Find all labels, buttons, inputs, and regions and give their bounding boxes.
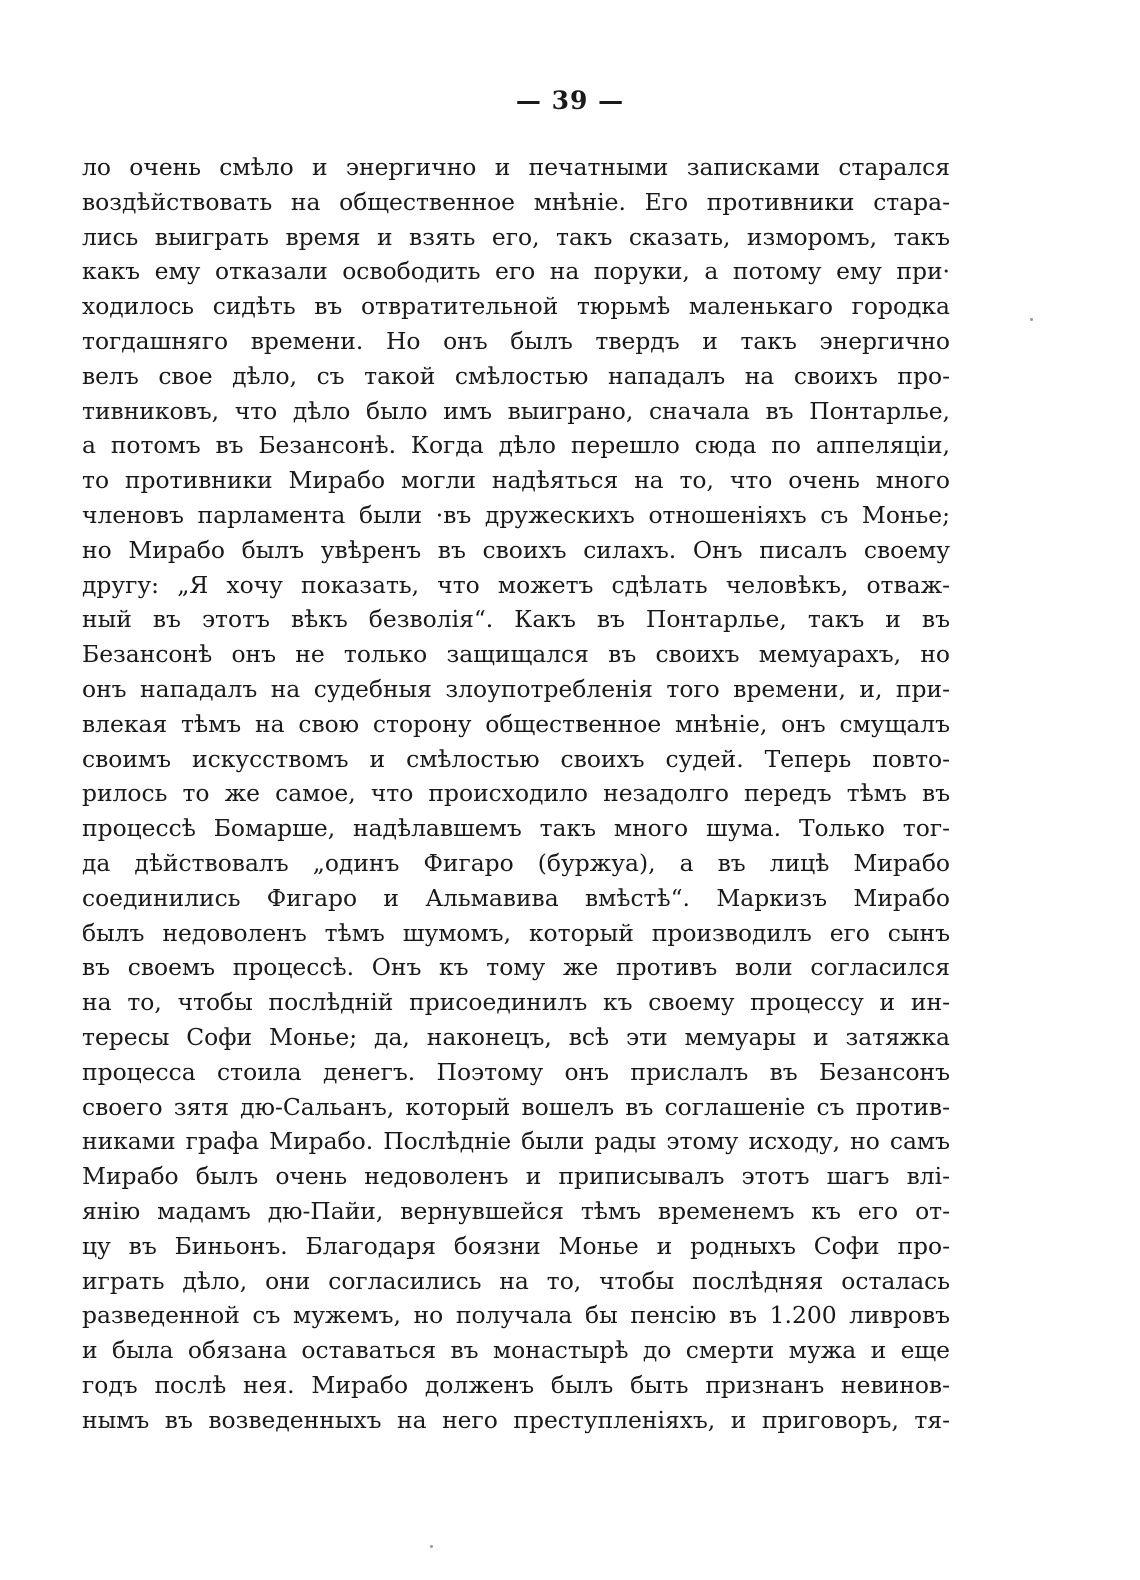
- text-line: Безансонѣ онъ не только защищался въ своихъ мемуарахъ, но: [82, 640, 950, 669]
- text-line: тогдашняго времени. Но онъ былъ твердъ и такъ энергично: [82, 326, 950, 355]
- text-line: тивниковъ, что дѣло было имъ выиграно, сначала въ Понтарлье,: [82, 396, 950, 425]
- text-line: Мирабо былъ очень недоволенъ и приписывалъ этотъ шагъ влі-: [82, 1162, 950, 1191]
- text-line: другу: „Я хочу показать, что можетъ сдѣлать человѣкъ, отваж-: [82, 570, 950, 599]
- text-line: соединились Фигаро и Альмавива вмѣстѣ“. Маркизъ Мирабо: [82, 883, 950, 912]
- text-line: своего зятя дю-Сальанъ, который вошелъ въ соглашеніе съ против-: [82, 1092, 950, 1121]
- text-line: членовъ парламента были ·въ дружескихъ отношеніяхъ съ Монье;: [82, 500, 950, 529]
- text-line: на то, чтобы послѣдній присоединилъ къ своему процессу и ин-: [82, 988, 950, 1017]
- text-line: ло очень смѣло и энергично и печатными записками старался: [82, 153, 950, 181]
- text-line: разведенной съ мужемъ, но получала бы пенсію въ 1.200 ливровъ: [82, 1301, 950, 1330]
- text-line: въ своемъ процессѣ. Онъ къ тому же противъ воли согласился: [82, 953, 950, 982]
- text-line: воздѣйствовать на общественное мнѣніе. Его противники стара-: [82, 187, 950, 216]
- text-line: цу въ Биньонъ. Благодаря боязни Монье и родныхъ Софи про-: [82, 1231, 950, 1260]
- text-line: а потомъ въ Безансонѣ. Когда дѣло перешло сюда по аппеляціи,: [82, 431, 950, 460]
- text-line: ный въ этотъ вѣкъ безволія“. Какъ въ Понтарлье, такъ и въ: [82, 605, 950, 634]
- text-line: былъ недоволенъ тѣмъ шумомъ, который производилъ его сынъ: [82, 918, 950, 947]
- margin-speck: [430, 1545, 433, 1548]
- text-line: тересы Софи Монье; да, наконецъ, всѣ эти мемуары и затяжка: [82, 1022, 950, 1051]
- text-line: но Мирабо былъ увѣренъ въ своихъ силахъ. Онъ писалъ своему: [82, 535, 950, 564]
- body-text: [82, 150, 950, 1437]
- text-line: своимъ искусствомъ и смѣлостью своихъ судей. Теперь повто-: [82, 744, 950, 773]
- text-line: процессѣ Бомарше, надѣлавшемъ такъ много шума. Только тог-: [82, 814, 950, 843]
- text-line: да дѣйствовалъ „одинъ Фигаро (буржуа), а въ лицѣ Мирабо: [82, 848, 950, 877]
- text-line: янію мадамъ дю-Пайи, вернувшейся тѣмъ временемъ къ его от-: [82, 1196, 950, 1225]
- text-line: нымъ въ возведенныхъ на него преступленіяхъ, и приговоръ, тя-: [82, 1405, 950, 1434]
- text-line: никами графа Мирабо. Послѣдніе были рады этому исходу, но самъ: [82, 1127, 950, 1156]
- text-line: и была обязана оставаться въ монастырѣ до смерти мужа и еще: [82, 1336, 950, 1365]
- text-line: ходилось сидѣть въ отвратительной тюрьмѣ маленькаго городка: [82, 292, 950, 321]
- text-line: то противники Мирабо могли надѣяться на то, что очень много: [82, 466, 950, 495]
- text-line: влекая тѣмъ на свою сторону общественное мнѣніе, онъ смущалъ: [82, 709, 950, 738]
- page-number: — 39 —: [515, 86, 625, 115]
- text-line: велъ свое дѣло, съ такой смѣлостью нападалъ на своихъ про-: [82, 361, 950, 390]
- text-line: какъ ему отказали освободить его на поруки, а потому ему при·: [82, 257, 950, 286]
- text-line: онъ нападалъ на судебныя злоупотребленія того времени, и, при-: [82, 674, 950, 703]
- text-line: рилось то же самое, что происходило незадолго передъ тѣмъ въ: [82, 779, 950, 808]
- text-line: лись выиграть время и взять его, такъ сказать, изморомъ, такъ: [82, 222, 950, 251]
- text-line: процесса стоила денегъ. Поэтому онъ прислалъ въ Безансонъ: [82, 1057, 950, 1086]
- text-line: годъ послѣ нея. Мирабо долженъ былъ быть признанъ невинов-: [82, 1370, 950, 1399]
- margin-speck: [1030, 318, 1033, 321]
- text-line: играть дѣло, они согласились на то, чтобы послѣдняя осталась: [82, 1266, 950, 1295]
